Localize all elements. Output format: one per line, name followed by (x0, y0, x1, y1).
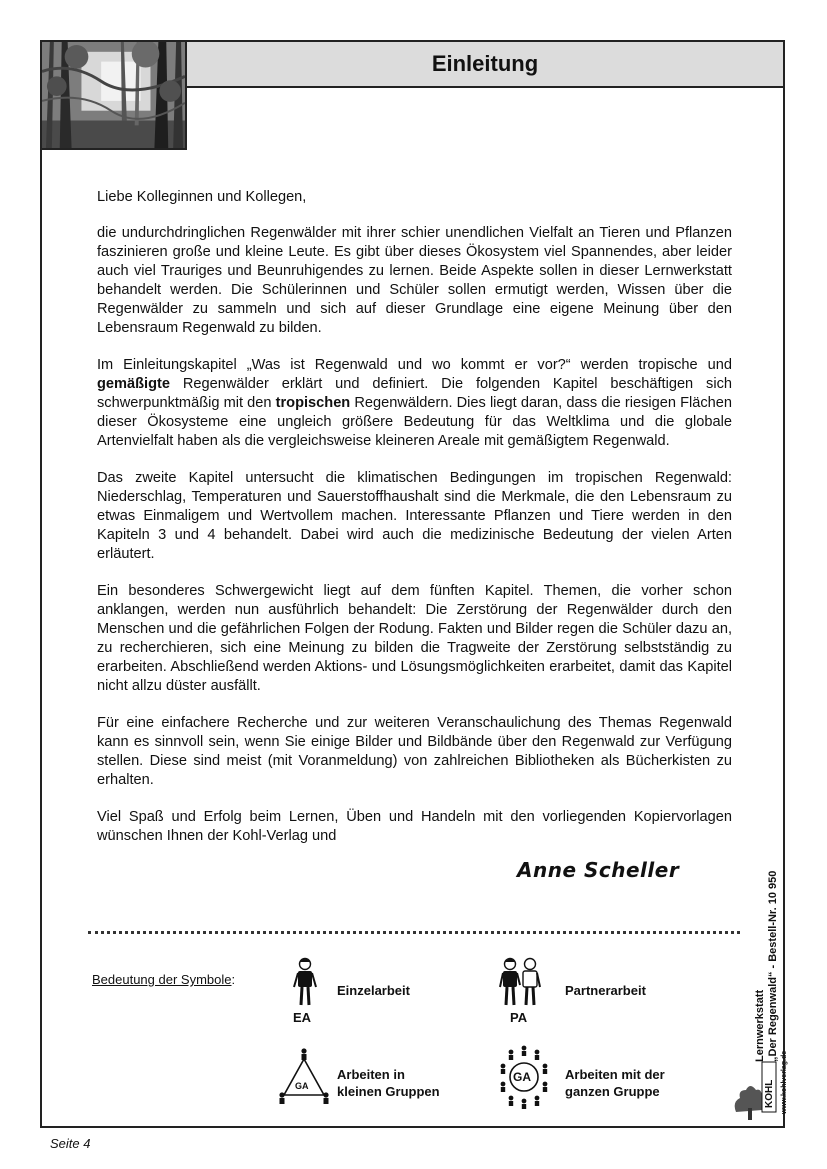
side-order-number: „Der Regenwald“ - Bestell-Nr. 10 950 (767, 870, 779, 1062)
publisher-logo (732, 1052, 780, 1122)
ga-whole-code: GA (513, 1070, 531, 1084)
dotted-divider (88, 931, 740, 934)
page-frame (40, 40, 788, 1128)
letter-body (97, 188, 732, 864)
page-number: Seite 4 (50, 1136, 91, 1151)
two-persons-icon (498, 957, 542, 1009)
single-person-icon (292, 957, 318, 1009)
side-series-label (754, 842, 794, 1062)
paragraph-1: die undurchdringlichen Regenwälder mit ihrer schier unendlichen Vielfalt an Tieren und Pflanzen faszinieren große und kleine Leute. Es gibt über dieses Ökosystem viel Spannendes, aber leider auch viel Trauriges und Beunruhigendes zu lernen. Beide Aspekte sollen in dieser Lernwerkstatt behandelt werden. Die Schülerinnen und Schüler sollen ermutigt werden, Wissen über die Regenwälder zu sammeln und sich auf dieser Grundlage eine eigene Meinung über den Lebensraum Regenwald zu bilden. (97, 225, 732, 336)
symbols-heading-text: Bedeutung der Symbole (92, 972, 232, 987)
paragraph-2-part-a: Im Einleitungskapitel „Was ist Regenwald und wo kommt er vor?“ werden tropische und (97, 357, 732, 373)
ga-small-text-line2: kleinen Gruppen (337, 1084, 440, 1099)
symbols-heading-colon: : (231, 972, 236, 987)
publisher-name: KOHL (764, 1079, 775, 1108)
pa-text: Partnerarbeit (565, 983, 646, 998)
paragraph-2-part-c: Regenwälder erklärt und definiert. Die folgenden Kapitel beschäftigen sich schwerpunktmäßig mit den (97, 376, 732, 411)
publisher-url: www.kohlverlag.de (781, 1050, 788, 1114)
page-title: Einleitung (431, 51, 539, 76)
paragraph-3: Das zweite Kapitel untersucht die klimatischen Bedingungen im tropischen Regenwald: Niederschlag, Temperaturen und Sauerstoffhaushalt sind die Merkmale, die den Lebensraum zu etwas Einmaligem und Wertvollem machen. Interessante Pflanzen und Tiere werden in den Kapiteln 3 und 4 behandelt. Dabei wird auch die medizinische Bedeutung der vielen Arten erläutert. (97, 470, 732, 562)
ea-code: EA (293, 1010, 312, 1025)
ga-whole-text-line2: ganzen Gruppe (565, 1084, 660, 1099)
paragraph-2-part-e: Regenwäldern. Dies liegt daran, dass die riesigen Flächen dieser Ökosysteme eine ungleich größere Bedeutung für das Weltklima und die globale Artenvielfalt haben als die vergleichsweise kleineren Areale mit gemäßigtem Regenwald. (97, 395, 732, 449)
small-group-icon (278, 1047, 330, 1107)
title-bar (187, 42, 783, 88)
ga-whole-text (565, 1066, 665, 1100)
paragraph-2-bold-tropischen: tropischen (275, 395, 351, 411)
ea-text: Einzelarbeit (337, 983, 410, 998)
pa-code: PA (510, 1010, 528, 1025)
paragraph-2-bold-gemaessigte: gemäßigte (97, 376, 170, 392)
paragraph-6: Viel Spaß und Erfolg beim Lernen, Üben und Handeln mit den vorliegenden Kopiervorlagen wünschen Ihnen der Kohl-Verlag und (97, 809, 732, 844)
paragraph-4: Ein besonderes Schwergewicht liegt auf dem fünften Kapitel. Themen, die vorher schon anklangen, werden nun ausführlich behandelt: Die Zerstörung der Regenwälder durch den Menschen und die gefährlichen Folgen der Rodung. Fakten und Bilder regen die Schüler dazu an, zu recherchieren, sich eine Meinung zu bilden die Tragweite der Zerstörung selbstständig zu erarbeiten. Abschließend werden Aktions- und Lösungsmöglichkeiten erarbeitet, damit das Kapitel nicht allzu düster ausfällt. (97, 583, 732, 694)
signature: Anne Scheller (517, 858, 680, 882)
rainforest-photo (42, 42, 187, 150)
ga-whole-text-line1: Arbeiten mit der (565, 1067, 665, 1082)
ga-small-text (337, 1066, 440, 1100)
side-series-title: Lernwerkstatt (754, 989, 766, 1062)
symbols-heading (92, 972, 235, 987)
ga-small-text-line1: Arbeiten in (337, 1067, 405, 1082)
paragraph-5: Für eine einfachere Recherche und zur weiteren Veranschaulichung des Themas Regenwald kann es sinnvoll sein, wenn Sie einige Bilder und Bildbände über den Regenwald zur Verfügung stellen. Diese sind meist (mit Voranmeldung) von zahlreichen Bibliotheken als Bücherkisten zu erhalten. (97, 715, 732, 788)
ga-small-code: GA (295, 1081, 309, 1091)
paragraph-2 (97, 356, 732, 451)
greeting: Liebe Kolleginnen und Kollegen, (97, 189, 307, 205)
